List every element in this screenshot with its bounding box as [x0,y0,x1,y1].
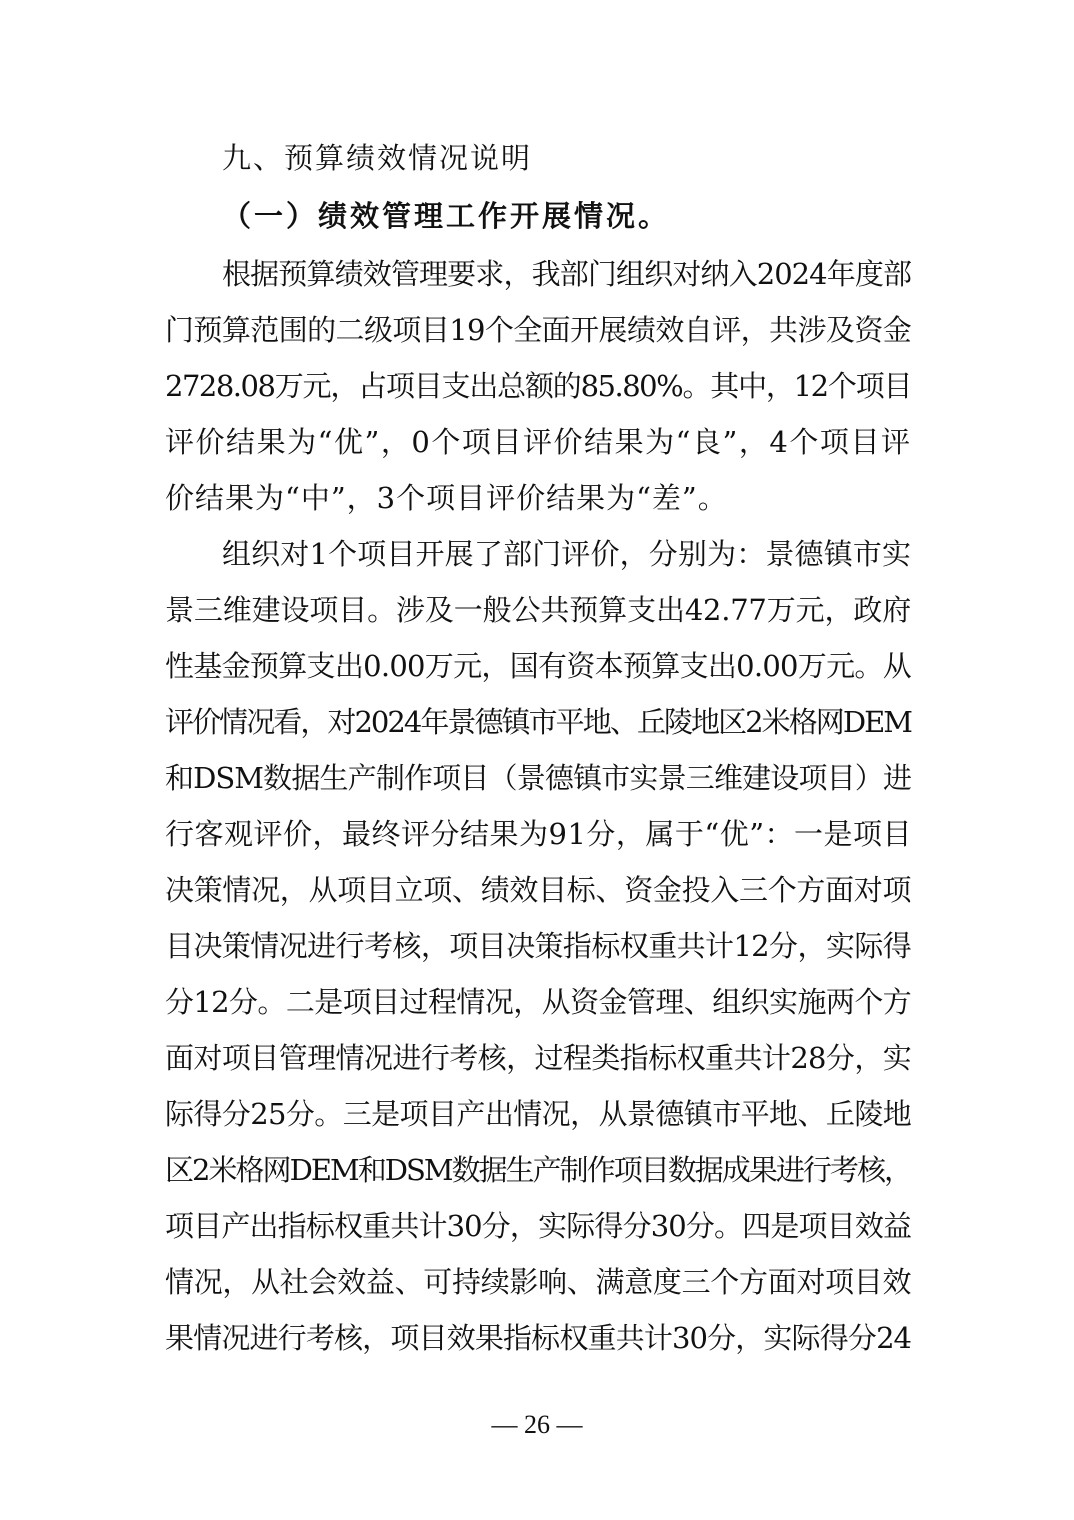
paragraph-line: 评价结果为“优”，0个项目评价结果为“良”，4个项目评 [165,425,911,459]
paragraph-line: 评价情况看，对2024年景德镇市平地、丘陵地区2米格网DEM [165,705,911,739]
paragraph-line: 和DSM数据生产制作项目（景德镇市实景三维建设项目）进 [165,761,911,795]
paragraph-line: 2728.08万元，占项目支出总额的85.80%。其中，12个项目 [165,369,911,403]
paragraph-line: 际得分25分。三是项目产出情况，从景德镇市平地、丘陵地 [165,1097,911,1131]
subsection-heading: （一）绩效管理工作开展情况。 [222,199,671,233]
paragraph-line: 情况，从社会效益、可持续影响、满意度三个方面对项目效 [165,1265,911,1299]
paragraph-line: 项目产出指标权重共计30分，实际得分30分。四是项目效益 [165,1209,911,1243]
paragraph-line: 根据预算绩效管理要求，我部门组织对纳入2024年度部 [222,257,911,291]
paragraph-line: 价结果为“中”，3个项目评价结果为“差”。 [165,481,728,515]
paragraph-line: 决策情况，从项目立项、绩效目标、资金投入三个方面对项 [165,873,911,907]
paragraph-line: 组织对1个项目开展了部门评价，分别为：景德镇市实 [222,537,911,571]
paragraph-line: 果情况进行考核，项目效果指标权重共计30分，实际得分24 [165,1321,911,1355]
paragraph-line: 行客观评价，最终评分结果为91分，属于“优”：一是项目 [165,817,913,851]
paragraph-line: 景三维建设项目。涉及一般公共预算支出42.77万元，政府 [165,593,911,627]
paragraph-line: 目决策情况进行考核，项目决策指标权重共计12分，实际得 [165,929,911,963]
paragraph-line: 门预算范围的二级项目19个全面开展绩效自评，共涉及资金 [165,313,911,347]
page-number: — 26 — [491,1410,583,1439]
paragraph-line: 分12分。二是项目过程情况，从资金管理、组织实施两个方 [165,985,911,1019]
paragraph-line: 面对项目管理情况进行考核，过程类指标权重共计28分，实 [165,1041,911,1075]
paragraph-line: 性基金预算支出0.00万元，国有资本预算支出0.00万元。从 [165,649,911,683]
section-heading: 九、预算绩效情况说明 [222,141,533,175]
paragraph-line: 区2米格网DEM和DSM数据生产制作项目数据成果进行考核， [165,1153,911,1187]
